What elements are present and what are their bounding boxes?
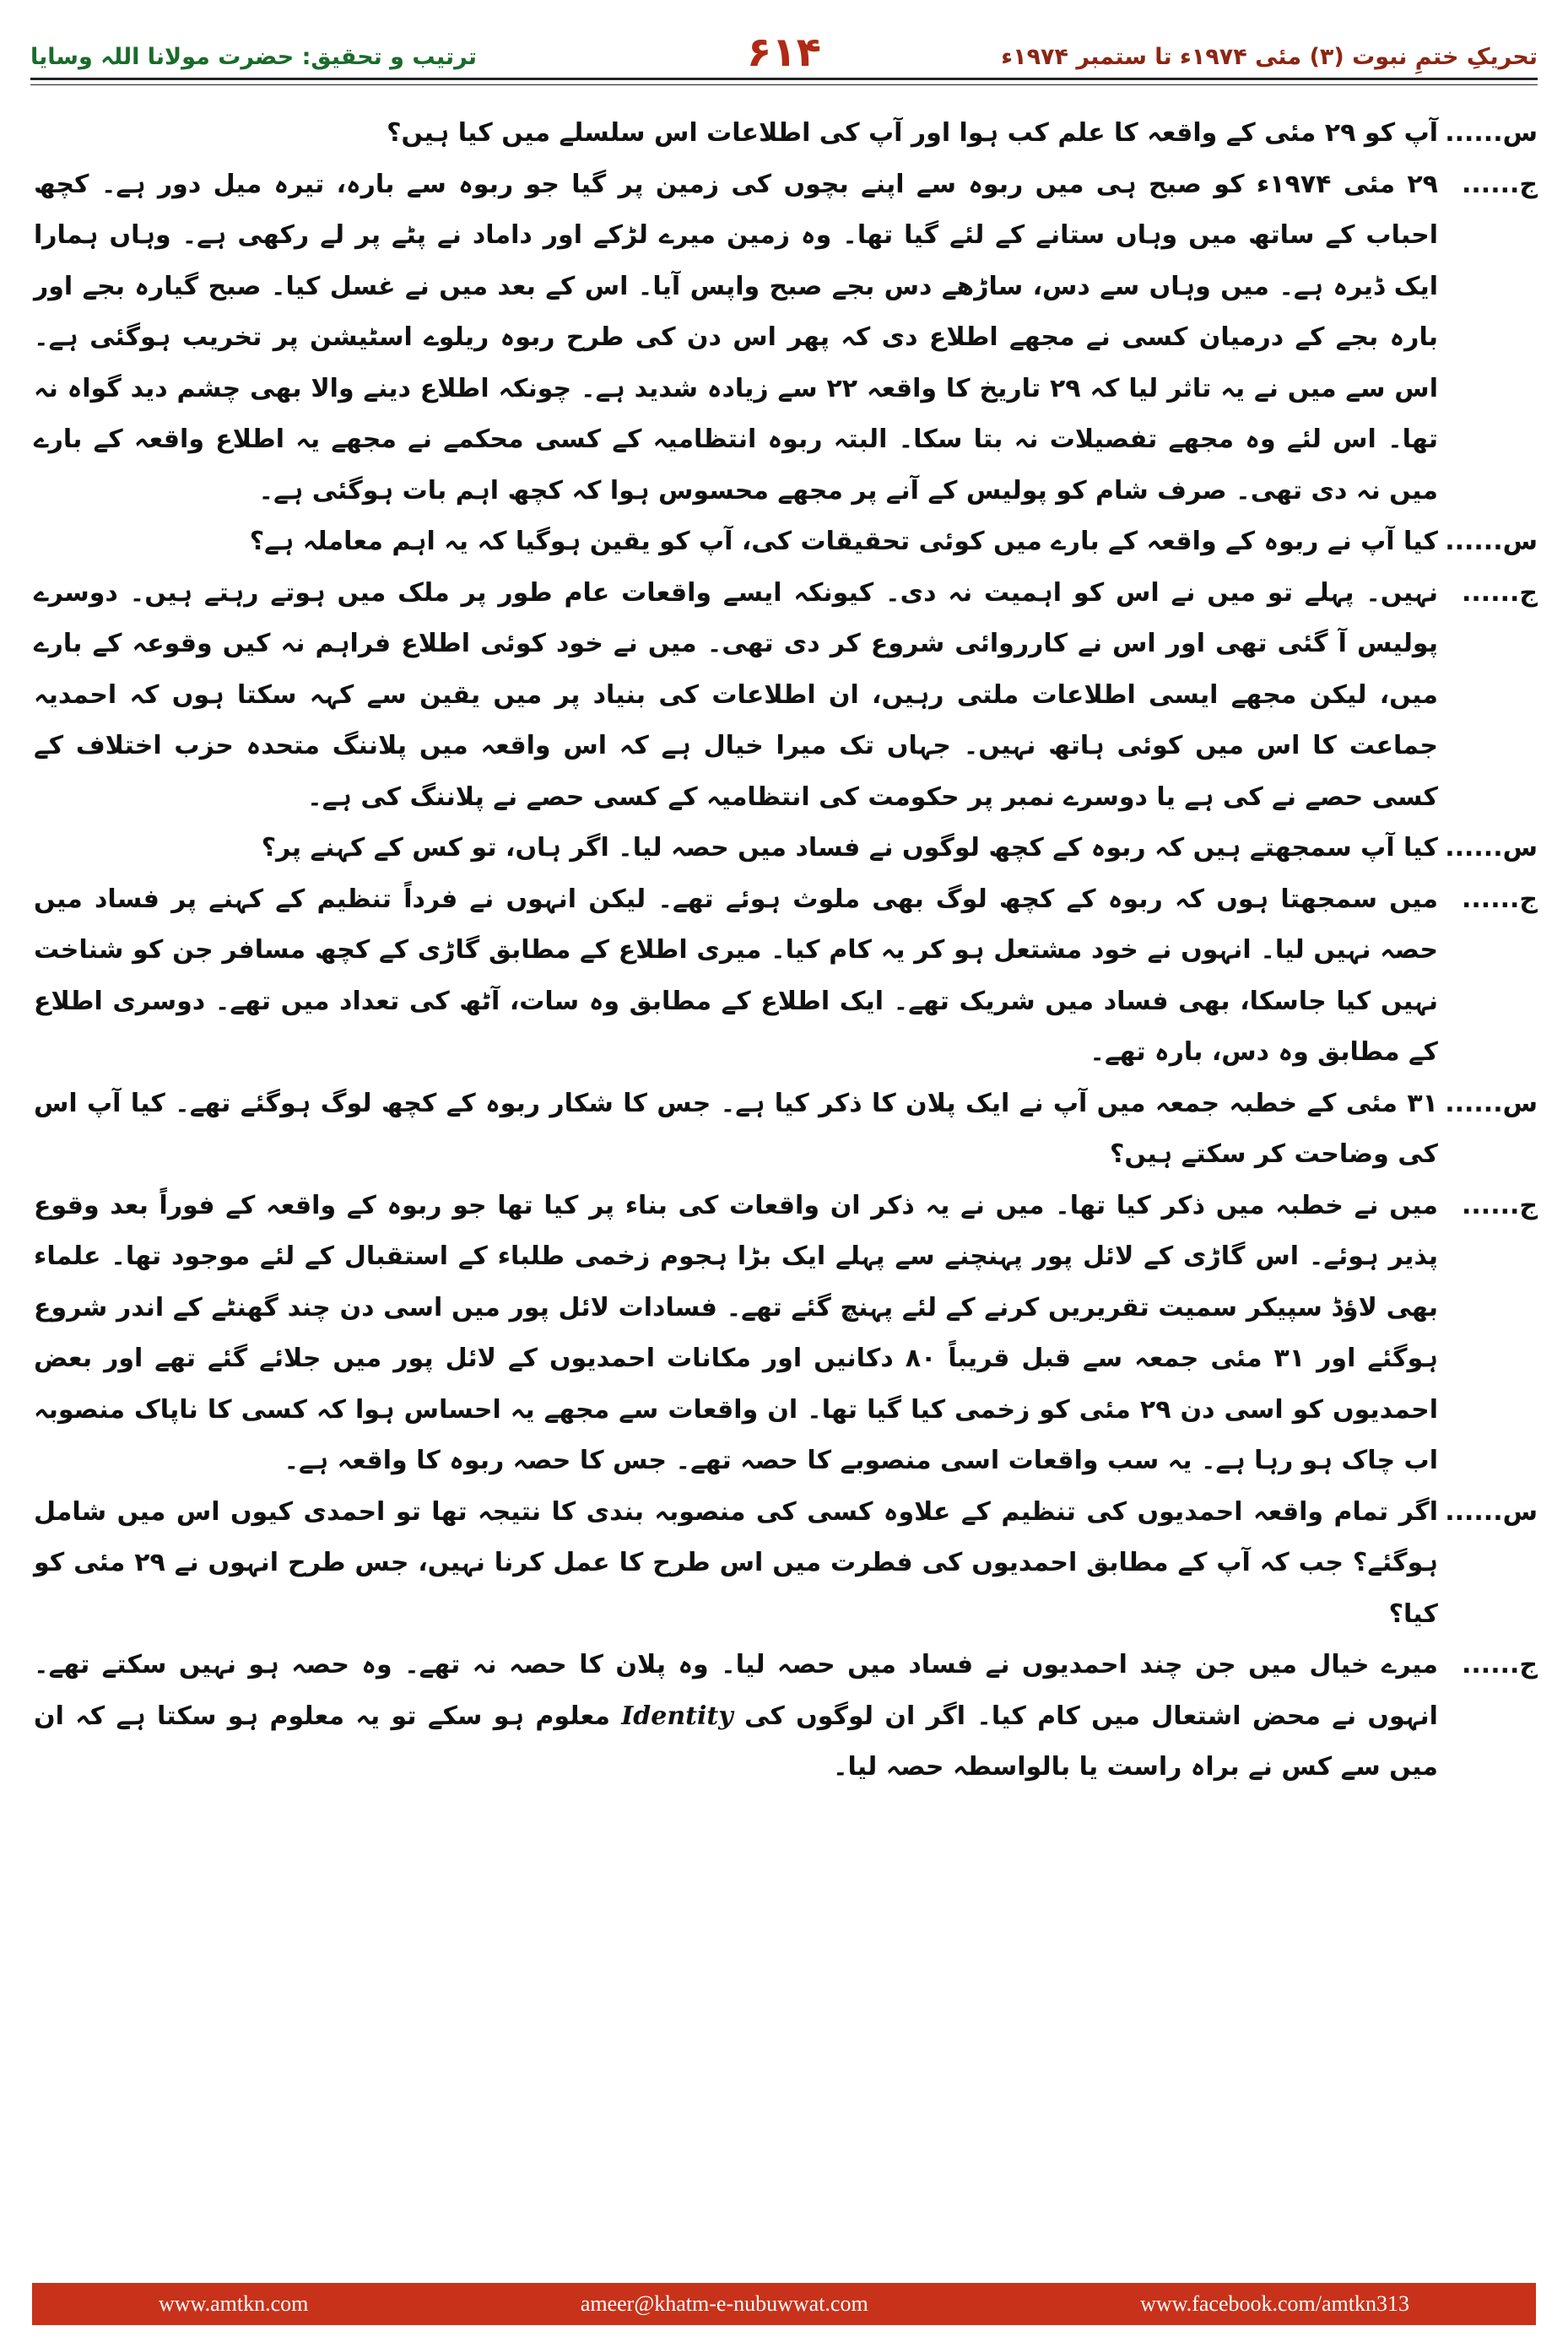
book-title: تحریکِ ختمِ نبوت (۳) مئی ۱۹۷۴ء تا ستمبر ۱۹۷۴ء (1001, 44, 1538, 70)
qa-item (34, 517, 1538, 568)
qa-item (34, 1181, 1538, 1487)
answer-label: ج...... (1462, 884, 1538, 914)
qa-item (34, 160, 1538, 517)
qa-item (34, 823, 1538, 874)
question-text: اگر تمام واقعہ احمدیوں کی تنظیم کے علاوہ کسی کی منصوبہ بندی کا نتیجہ تھا تو احمدی کیوں اس میں شامل ہوگئے؟ جب کہ آپ کے مطابق احمدیوں کی فطرت میں اس طرح کا عمل کرنا نہیں، جس طرح انہوں نے ۲۹ مئی کو کیا؟ (34, 1496, 1438, 1629)
header-rule-thin (30, 84, 1538, 85)
question-text: کیا آپ نے ربوہ کے واقعہ کے بارے میں کوئی تحقیقات کی، آپ کو یقین ہوگیا کہ یہ اہم معاملہ ہے؟ (249, 527, 1438, 556)
qa-content (34, 108, 1538, 2201)
answer-text: نہیں۔ پہلے تو میں نے اس کو اہمیت نہ دی۔ کیونکہ ایسے واقعات عام طور پر ملک میں ہوتے رہتے ہیں۔ دوسرے پولیس آ گئی تھی اور اس نے کارروائی شروع کر دی تھی۔ میں نے خود کوئی اطلاع فراہم نہ کیں وقوعہ کے بارے میں، لیکن مجھے ایسی اطلاعات ملتی رہیں، ان اطلاعات کی بنیاد پر میں یقین سے کہہ سکتا ہوں کہ احمدیہ جماعت کا اس میں کوئی ہاتھ نہیں۔ جہاں تک میرا خیال ہے کہ اس واقعہ میں پلاننگ متحدہ حزب اختلاف کے کسی حصے نے کی ہے یا دوسرے نمبر پر حکومت کی انتظامیہ کے کسی حصے نے پلاننگ کی ہے۔ (34, 577, 1438, 812)
question-label: س...... (1445, 1088, 1538, 1118)
qa-item (34, 1640, 1538, 1793)
qa-item (34, 874, 1538, 1079)
answer-text: میں سمجھتا ہوں کہ ربوہ کے کچھ لوگ بھی ملوث ہوئے تھے۔ لیکن انہوں نے فرداً تنظیم کے کہنے پر فساد میں حصہ نہیں لیا۔ انہوں نے خود مشتعل ہو کر یہ کام کیا۔ میری اطلاع کے مطابق گاڑی کے کچھ مسافر جن کو شناخت نہیں کیا جاسکا، بھی فساد میں شریک تھے۔ ایک اطلاع کے مطابق وہ سات، آٹھ کی تعداد میں تھے۔ دوسری اطلاع کے مطابق وہ دس، بارہ تھے۔ (34, 884, 1438, 1067)
question-text: کیا آپ سمجھتے ہیں کہ ربوہ کے کچھ لوگوں نے فساد میں حصہ لیا۔ اگر ہاں، تو کس کے کہنے پر؟ (261, 833, 1438, 863)
answer-text: میں نے خطبہ میں ذکر کیا تھا۔ میں نے یہ ذکر ان واقعات کی بناء پر کیا تھا جو ربوہ کے واقعہ کے فوراً بعد وقوع پذیر ہوئے۔ اس گاڑی کے لائل پور پہنچنے سے پہلے ایک بڑا ہجوم زخمی طلباء کے استقبال کے لئے موجود تھا۔ علماء بھی لاؤڈ سپیکر سمیت تقریریں کرنے کے لئے پہنچ گئے تھے۔ فسادات لائل پور میں اسی دن چند گھنٹے کے اندر شروع ہوگئے اور ۳۱ مئی جمعہ سے قبل قریباً ۸۰ دکانیں اور مکانات احمدیوں کے لائل پور میں جلائے گئے تھے اور بعض احمدیوں کو اسی دن ۲۹ مئی کو زخمی کیا گیا تھا۔ ان واقعات سے مجھے یہ احساس ہوا کہ کسی کا ناپاک منصوبہ اب چاک ہو رہا ہے۔ یہ سب واقعات اسی منصوبے کا حصہ تھے۔ جس کا حصہ ربوہ کا واقعہ ہے۔ (34, 1190, 1439, 1475)
email-link[interactable]: ameer@khatm-e-nubuwwat.com (580, 2291, 868, 2316)
question-label: س...... (1445, 118, 1538, 148)
question-text: آپ کو ۲۹ مئی کے واقعہ کا علم کب ہوا اور آپ کی اطلاعات اس سلسلے میں کیا ہیں؟ (387, 118, 1438, 148)
question-label: س...... (1445, 833, 1538, 863)
qa-item (34, 1079, 1538, 1181)
answer-text: ۲۹ مئی ۱۹۷۴ء کو صبح ہی میں ربوہ سے اپنے بچوں کی زمین پر گیا جو ربوہ سے بارہ، تیرہ میل دور ہے۔ کچھ احباب کے ساتھ میں وہاں ستانے کے لئے گیا تھا۔ وہ زمین میرے لڑکے اور داماد نے پٹے پر لے رکھی ہے۔ وہاں ہمارا ایک ڈیرہ ہے۔ میں وہاں سے دس، ساڑھے دس بجے صبح واپس آیا۔ اس کے بعد میں نے غسل کیا۔ صبح گیارہ بجے اور بارہ بجے کے درمیان کسی نے مجھے اطلاع دی کہ پھر اس دن کی طرح ربوہ ریلوے اسٹیشن پر تخریب ہوگئی ہے۔ اس سے میں نے یہ تاثر لیا کہ ۲۹ تاریخ کا واقعہ ۲۲ سے زیادہ شدید ہے۔ چونکہ اطلاع دینے والا بھی چشم دید گواہ نہ تھا۔ اس لئے وہ مجھے تفصیلات نہ بتا سکا۔ البتہ ربوہ انتظامیہ کے کسی محکمے نے مجھے یہ اطلاع واقعہ کے بارے میں نہ دی تھی۔ صرف شام کو پولیس کے آنے پر مجھے محسوس ہوا کہ کچھ اہم بات ہوگئی ہے۔ (34, 169, 1438, 506)
qa-item (34, 108, 1538, 160)
answer-label: ج...... (1462, 1650, 1538, 1679)
answer-text (34, 1640, 1438, 1793)
facebook-link[interactable]: www.facebook.com/amtkn313 (1140, 2291, 1409, 2316)
page-footer (32, 2283, 1536, 2325)
identity-term: Identity (621, 1701, 733, 1731)
page-number: ۶۱۴ (747, 29, 821, 76)
question-text: ۳۱ مئی کے خطبہ جمعہ میں آپ نے ایک پلان کا ذکر کیا ہے۔ جس کا شکار ربوہ کے کچھ لوگ ہوگئے تھے۔ کیا آپ اس کی وضاحت کر سکتے ہیں؟ (34, 1088, 1438, 1169)
header-rule-thick (30, 78, 1538, 80)
qa-item (34, 1487, 1538, 1641)
answer-label: ج...... (1462, 577, 1538, 608)
answer-label: ج...... (1462, 169, 1538, 199)
qa-item (34, 568, 1538, 824)
question-label: س...... (1445, 1496, 1538, 1527)
answer-label: ج...... (1462, 1190, 1538, 1220)
compiler-credit: ترتیب و تحقیق: حضرت مولانا اللہ وسایا (30, 44, 478, 70)
website-link[interactable]: www.amtkn.com (159, 2291, 309, 2316)
answer-text-part: میرے خیال میں جن چند احمدیوں نے فساد میں حصہ لیا۔ وہ پلان کا حصہ نہ تھے۔ وہ حصہ ہو نہیں سکتے تھے۔ انہوں نے محض اشتعال میں کام کیا۔ اگر ان لوگوں کی (34, 1650, 1438, 1731)
question-label: س...... (1445, 527, 1538, 556)
answer-text-part: معلوم ہو سکے تو یہ معلوم ہو سکتا ہے کہ ان میں سے کس نے براہ راست یا بالواسطہ حصہ لیا۔ (34, 1701, 1438, 1782)
